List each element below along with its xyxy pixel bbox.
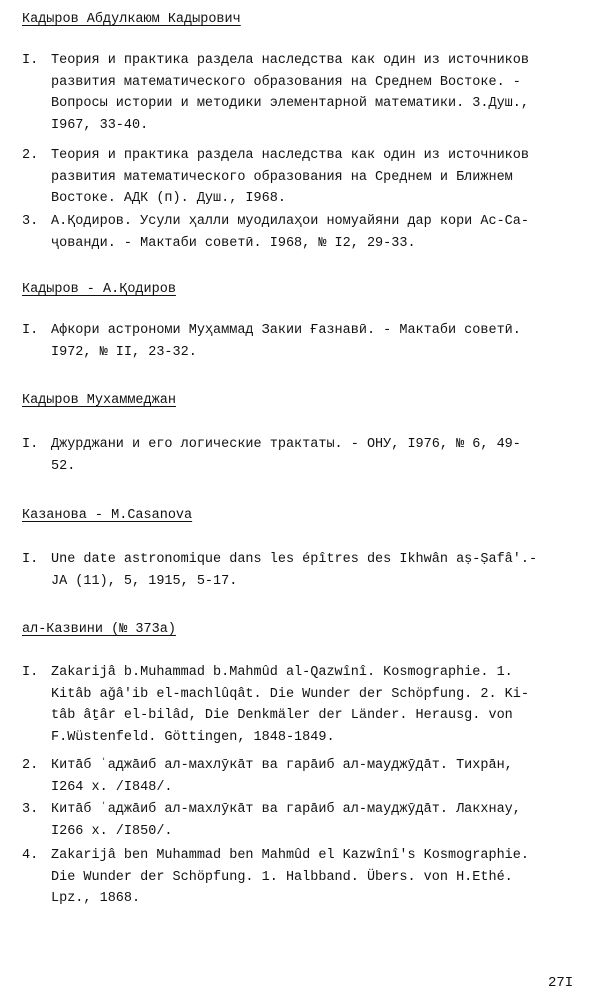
entry-text: Zakarijâ b.Muhammad b.Mahmûd al-Qazwînî. Kosmographie. 1. Kitâb aǧâ'ib el-machlûqât. Die Wunder der Schöpfung. 2. Ki- tâb âṯâr el-bilâd, Die Denkmäler der Länder. Herausg. von F.Wüstenfeld. Göttingen, 1848-1849. — [51, 665, 529, 745]
entry-number: 3. — [22, 802, 39, 817]
bibliography-entry — [22, 434, 592, 477]
author-heading: Кадыров Абдулкаюм Кадырович — [22, 12, 241, 27]
bibliography-entry — [22, 145, 592, 210]
entry-text: Джурджани и его логические трактаты. - ОНУ, I976, № 6, 49- 52. — [51, 437, 521, 474]
entry-number: I. — [22, 665, 39, 680]
entry-text: Теория и практика раздела наследства как один из источников развития математического образования на Среднем и Ближнем Востоке. АДК (п). Душ., I968. — [51, 148, 529, 206]
entry-number: 4. — [22, 848, 39, 863]
bibliography-entry — [22, 845, 592, 910]
author-heading: Кадыров - А.Қодиров — [22, 282, 176, 297]
entry-number: 2. — [22, 758, 39, 773]
bibliography-entry — [22, 211, 592, 254]
author-heading: ал-Казвини (№ 373а) — [22, 622, 176, 637]
bibliography-entry — [22, 755, 592, 798]
entry-text: Zakarijâ ben Muhammad ben Mahmûd el Kazwînî's Kosmographie. Die Wunder der Schöpfung. 1. Halbband. Übers. von H.Ethé. Lpz., 1868. — [51, 848, 529, 906]
entry-number: I. — [22, 437, 39, 452]
entry-text: Теория и практика раздела наследства как один из источников развития математического образования на Среднем Востоке. - Вопросы истории и методики элементарной математики. 3.Душ., I967, 33-40. — [51, 53, 529, 133]
entry-number: I. — [22, 323, 39, 338]
bibliography-entry — [22, 799, 592, 842]
entry-text: Китāб ʿаджāиб ал-махлӯкāт ва гарāиб ал-мауджӯдāт. Тихрāн, I264 х. /I848/. — [51, 758, 513, 795]
entry-text: Китāб ʿаджāиб ал-махлӯкāт ва гарāиб ал-мауджӯдāт. Лакхнау, I266 х. /I850/. — [51, 802, 521, 839]
bibliography-entry — [22, 50, 592, 136]
entry-text: Афкори астрономи Муҳаммад Закии Ғазнавӣ. - Мактаби советӣ. I972, № II, 23-32. — [51, 323, 521, 360]
entry-number: 2. — [22, 148, 39, 163]
entry-text: А.Қодиров. Усули ҳалли муодилаҳои номуайяни дар кори Ас-Са- ҷованди. - Мактаби советӣ. I968, № I2, 29-33. — [51, 214, 529, 251]
entry-number: I. — [22, 53, 39, 68]
entry-number: I. — [22, 552, 39, 567]
bibliography-entry — [22, 320, 592, 363]
bibliography-entry — [22, 549, 592, 592]
author-heading: Кадыров Мухаммеджан — [22, 393, 176, 408]
entry-text: Une date astronomique dans les épîtres des Ikhwân aṣ-Ṣafâ'.- JA (11), 5, 1915, 5-17. — [51, 552, 538, 589]
page-number: 27I — [548, 975, 574, 991]
entry-number: 3. — [22, 214, 39, 229]
author-heading: Казанова - M.Casanova — [22, 508, 193, 523]
bibliography-entry — [22, 662, 592, 748]
